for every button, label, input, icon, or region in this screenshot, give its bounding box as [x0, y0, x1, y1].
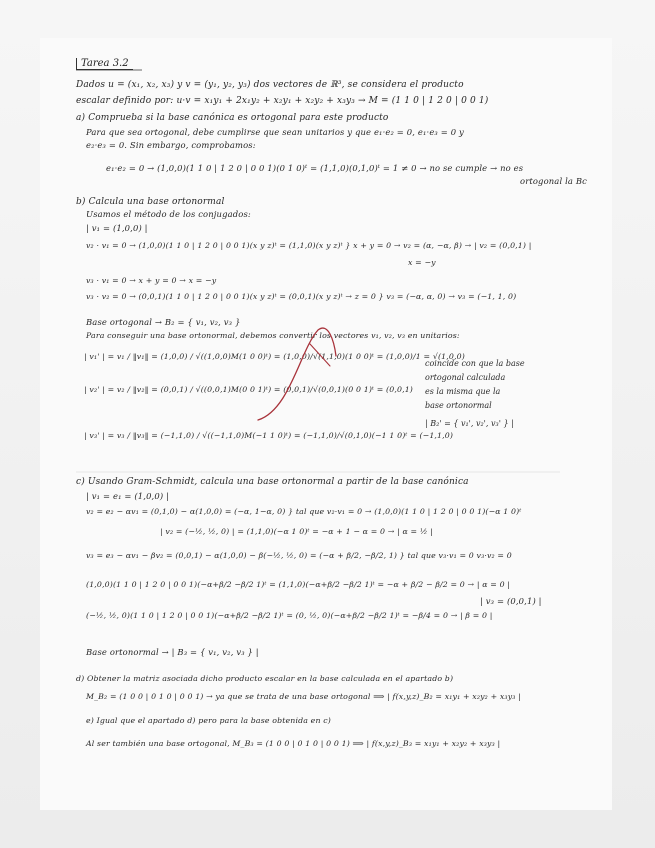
section-c-v3-line-2: (1,0,0)(1 1 0 | 1 2 0 | 0 0 1)(−α+β/2 −β/2 1)ᵗ = (1,1,0)(−α+β/2 −β/2 1)ᵗ = −α + β/2 − β/2 = 0 → | α = 0 |: [86, 580, 511, 589]
section-b-note-line-3: es la misma que la: [425, 387, 501, 396]
section-a-line-1: Para que sea ortogonal, debe cumplirse que sean unitarios y que e₁·e₂ = 0, e₁·e₃ = 0 y: [86, 127, 464, 137]
section-b-title: b) Calcula una base ortonormal: [76, 197, 225, 207]
section-b-v3-calc-1: v₃ · v₁ = 0 → x + y = 0 → x = −y: [86, 276, 217, 285]
section-d-line-2: M_B₂ = (1 0 0 | 0 1 0 | 0 0 1) → ya que se trata de una base ortogonal ⟹ | f(x,y,z)_B₂ = x₁y₁ + x₂y₂ + x₃y₃ |: [86, 692, 521, 701]
section-a-line-2: e₂·e₃ = 0. Sin embargo, comprobamos:: [86, 140, 256, 150]
section-b-unit-v3: | v₃' | = v₃ / ‖v₃‖ = (−1,1,0) / √((−1,1,0)M(−1 1 0)ᵗ) = (−1,1,0)/√(0,1,0)(−1 1 0)ᵗ = (−1,1,0): [84, 431, 454, 440]
section-b-unit-line: Para conseguir una base ortonormal, debemos convertir los vectores v₁, v₂, v₃ en unitarios:: [86, 331, 460, 340]
assignment-title: Tarea 3.2: [76, 58, 133, 70]
section-c-base: Base ortonormal → | B₃ = { v₁, v₂, v₃ } |: [86, 647, 259, 657]
section-b-base: Base ortogonal → B₂ = { v₁, v₂, v₃ }: [86, 317, 241, 327]
section-b-v2-calc: v₂ · v₁ = 0 → (1,0,0)(1 1 0 | 1 2 0 | 0 0 1)(x y z)ᵗ = (1,1,0)(x y z)ᵗ } x + y = 0 → v₂ = (α, −α, β) → | v₂ = (0,0,1) |: [86, 241, 532, 250]
section-c-title: c) Usando Gram-Schmidt, calcula una base ortonormal a partir de la base canónica: [76, 477, 469, 487]
intro-line-1: Dados u = (x₁, x₂, x₃) y v = (y₁, y₂, y₃) dos vectores de ℝ³, se considera el producto: [76, 80, 464, 90]
section-b-note-line-4: base ortonormal: [425, 401, 492, 410]
section-a-conclusion: ortogonal la Bc: [520, 176, 588, 186]
section-d-line-1: d) Obtener la matriz asociada dicho producto escalar en la base calculada en el apartado b): [76, 674, 454, 683]
section-c-v2-line-2: | v₂ = (−½, ½, 0) | = (1,1,0)(−α 1 0)ᵗ = −α + 1 − α = 0 → | α = ½ |: [160, 527, 433, 536]
section-b-side-note: [425, 357, 525, 431]
section-c-v3-line-3: (−½, ½, 0)(1 1 0 | 1 2 0 | 0 0 1)(−α+β/2 −β/2 1)ᵗ = (0, ½, 0)(−α+β/2 −β/2 1)ᵗ = −β/4 = 0 → | β = 0 |: [86, 611, 493, 620]
section-b-unit-v1: | v₁' | = v₁ / ‖v₁‖ = (1,0,0) / √((1,0,0)M(1 0 0)ᵗ) = (1,0,0)/√(1,1,0)(1 0 0)ᵗ = (1,0,0)/1 = √(1,0,0): [84, 352, 465, 361]
section-c-v1: | v₁ = e₁ = (1,0,0) |: [86, 491, 170, 501]
section-b-line-1: Usamos el método de los conjugados:: [86, 209, 251, 219]
section-b-note-line-1: coincide con que la base: [425, 359, 525, 368]
section-c-v3-line-1: v₃ = e₃ − αv₁ − βv₂ = (0,0,1) − α(1,0,0) − β(−½, ½, 0) = (−α + β/2, −β/2, 1) } tal que v₃·v₁ = 0 v₃·v₂ = 0: [86, 551, 512, 560]
section-a-title: a) Comprueba si la base canónica es ortogonal para este producto: [76, 113, 389, 123]
section-e-line-2: Al ser también una base ortogonal, M_B₃ = (1 0 0 | 0 1 0 | 0 0 1) ⟹ | f(x,y,z)_B₃ = x₁y₁ + x₂y₂ + x₃y₃ |: [86, 739, 501, 748]
section-e-line-1: e) Igual que el apartado d) pero para la base obtenida en c): [86, 716, 331, 725]
section-a-calc: e₁·e₂ = 0 → (1,0,0)(1 1 0 | 1 2 0 | 0 0 1)(0 1 0)ᵗ = (1,1,0)(0,1,0)ᵗ = 1 ≠ 0 → no se cumple → no es: [106, 163, 524, 173]
section-b-unit-v2: | v₂' | = v₂ / ‖v₂‖ = (0,0,1) / √((0,0,1)M(0 0 1)ᵗ) = (0,0,1)/√(0,0,1)(0 0 1)ᵗ = (0,0,1): [84, 385, 414, 394]
section-b-v1: | v₁ = (1,0,0) |: [86, 223, 148, 233]
section-c-v2-line-1: v₂ = e₂ − αv₁ = (0,1,0) − α(1,0,0) = (−α, 1−α, 0) } tal que v₂·v₁ = 0 → (1,0,0)(1 1 0 | 1 2 0 | 0 0 1)(−α 1 0)ᵗ: [86, 507, 522, 516]
section-b-note-line-2: ortogonal calculada: [425, 373, 506, 382]
section-b-note-result: | B₂' = { v₁', v₂', v₃' } |: [425, 419, 514, 428]
section-b-v2-note: x = −y: [408, 258, 436, 267]
intro-line-2: escalar definido por: u·v = x₁y₁ + 2x₁y₂ + x₂y₁ + x₂y₂ + x₃y₃ → M = (1 1 0 | 1 2 0 | 0 0 1): [76, 96, 489, 106]
section-c-v3-result: | v₃ = (0,0,1) |: [480, 596, 542, 606]
section-b-v3-calc-2: v₃ · v₂ = 0 → (0,0,1)(1 1 0 | 1 2 0 | 0 0 1)(x y z)ᵗ = (0,0,1)(x y z)ᵗ → z = 0 } v₃ = (−α, α, 0) → v₃ = (−1, 1, 0): [86, 292, 517, 301]
